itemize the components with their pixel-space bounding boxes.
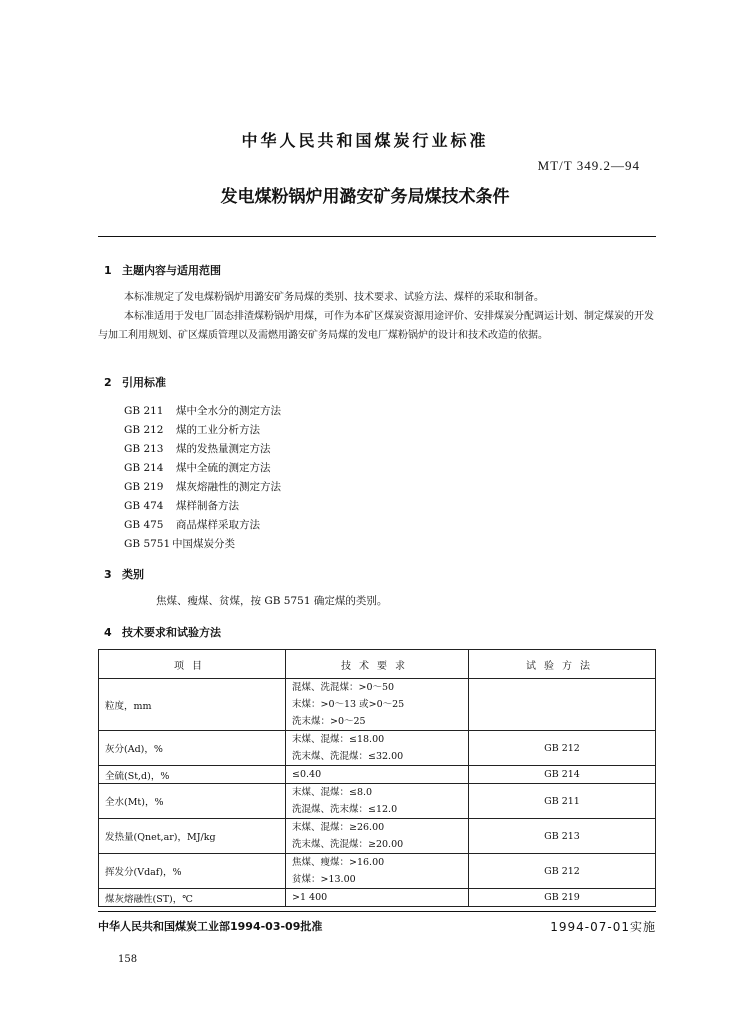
- effective-date: 1994-07-01实施: [550, 920, 656, 934]
- table-row: [99, 766, 656, 784]
- document-title: 发电煤粉锅炉用潞安矿务局煤技术条件: [220, 187, 510, 207]
- section-number: 2: [104, 376, 112, 389]
- reference-item: [124, 516, 281, 535]
- section-4-heading: [104, 624, 221, 640]
- reference-list: [124, 402, 281, 554]
- standard-code: MT/T 349.2—94: [537, 158, 640, 173]
- table-row: [99, 854, 656, 889]
- row-method: GB 212: [469, 854, 656, 889]
- requirement-line: 洗混煤、洗末煤：≤12.0: [292, 804, 398, 815]
- reference-name: 煤样制备方法: [176, 500, 239, 512]
- section-title: 类别: [122, 568, 144, 581]
- row-method: GB 213: [469, 819, 656, 854]
- row-item: 发热量(Qnet,ar)，MJ/kg: [99, 819, 286, 854]
- technical-requirements-table: [98, 649, 656, 907]
- section-number: 1: [104, 264, 112, 277]
- footer-divider: [98, 911, 656, 912]
- section-3-text: 焦煤、瘦煤、贫煤，按 GB 5751 确定煤的类别。: [156, 595, 388, 607]
- section-title: 技术要求和试验方法: [122, 626, 221, 639]
- table-header-row: [99, 650, 656, 679]
- row-item: 灰分(Ad)，%: [99, 731, 286, 766]
- requirement-line: 焦煤、瘦煤：>16.00: [292, 857, 385, 868]
- table-row: [99, 679, 656, 731]
- reference-item: [124, 535, 281, 554]
- reference-name: 中国煤炭分类: [172, 538, 235, 550]
- section-1-paragraph-2: 本标准适用于发电厂固态排渣煤粉锅炉用煤，可作为本矿区煤炭资源用途评价、安排煤炭分配调运计划、制定煤炭的开发与加工利用规划、矿区煤质管理以及需燃用潞安矿务局煤的发电厂煤粉锅炉的设计和技术改造的依据。: [98, 311, 654, 341]
- section-3-heading: [104, 566, 144, 582]
- requirement-line: 末煤、混煤：≤8.0: [292, 787, 373, 798]
- reference-code: GB 211: [124, 405, 164, 417]
- table-row: [99, 889, 656, 907]
- reference-code: GB 213: [124, 443, 164, 455]
- requirement-line: 贫煤：>13.00: [292, 874, 356, 885]
- reference-name: 煤灰熔融性的测定方法: [176, 481, 281, 493]
- section-1-paragraph-1: 本标准规定了发电煤粉锅炉用潞安矿务局煤的类别、技术要求、试验方法、煤样的采取和制备。: [124, 292, 544, 303]
- reference-code: GB 214: [124, 462, 164, 474]
- reference-item: [124, 421, 281, 440]
- reference-name: 煤中全水分的测定方法: [176, 405, 281, 417]
- section-title: 引用标准: [122, 376, 166, 389]
- row-requirements: [286, 854, 469, 889]
- row-method: GB 212: [469, 731, 656, 766]
- row-method: GB 214: [469, 766, 656, 784]
- reference-item: [124, 478, 281, 497]
- requirement-line: >1 400: [292, 892, 328, 903]
- requirement-line: 混煤、洗混煤：>0～50: [292, 682, 395, 693]
- reference-code: GB 212: [124, 424, 164, 436]
- row-item: 全硫(St,d)，%: [99, 766, 286, 784]
- column-header-requirement: 技术要求: [286, 650, 469, 679]
- requirement-line: ≤0.40: [292, 769, 322, 780]
- reference-item: [124, 459, 281, 478]
- section-title: 主题内容与适用范围: [122, 264, 221, 277]
- reference-item: [124, 497, 281, 516]
- table-row: [99, 731, 656, 766]
- column-header-item: 项目: [99, 650, 286, 679]
- row-item: 全水(Mt)，%: [99, 784, 286, 819]
- section-2-heading: [104, 374, 166, 390]
- section-number: 3: [104, 568, 112, 581]
- requirement-line: 洗末煤：>0～25: [292, 716, 366, 727]
- section-number: 4: [104, 626, 112, 639]
- row-requirements: [286, 889, 469, 907]
- requirement-line: 洗末煤、洗混煤：≥20.00: [292, 839, 404, 850]
- table-row: [99, 819, 656, 854]
- row-requirements: [286, 679, 469, 731]
- issuing-organization: 中华人民共和国煤炭行业标准: [241, 131, 489, 150]
- reference-name: 煤中全硫的测定方法: [176, 462, 271, 474]
- row-method: GB 211: [469, 784, 656, 819]
- header-divider: [98, 236, 656, 237]
- row-requirements: [286, 766, 469, 784]
- row-item: 粒度，mm: [99, 679, 286, 731]
- requirement-line: 洗末煤、洗混煤：≤32.00: [292, 751, 404, 762]
- reference-name: 煤的工业分析方法: [176, 424, 260, 436]
- row-requirements: [286, 784, 469, 819]
- table-row: [99, 784, 656, 819]
- row-requirements: [286, 819, 469, 854]
- row-method: GB 219: [469, 889, 656, 907]
- reference-code: GB 475: [124, 519, 164, 531]
- approval-line: 中华人民共和国煤炭工业部1994-03-09批准: [98, 920, 323, 933]
- reference-item: [124, 402, 281, 421]
- page-number: 158: [118, 954, 138, 965]
- requirement-line: 末煤、混煤：≥26.00: [292, 822, 385, 833]
- reference-code: GB 5751: [124, 538, 171, 550]
- reference-code: GB 474: [124, 500, 164, 512]
- section-1-heading: [104, 262, 221, 278]
- reference-name: 煤的发热量测定方法: [176, 443, 271, 455]
- row-item: 煤灰熔融性(ST)，℃: [99, 889, 286, 907]
- row-item: 挥发分(Vdaf)，%: [99, 854, 286, 889]
- requirement-line: 末煤、混煤：≤18.00: [292, 734, 385, 745]
- reference-item: [124, 440, 281, 459]
- reference-code: GB 219: [124, 481, 164, 493]
- reference-name: 商品煤样采取方法: [176, 519, 260, 531]
- row-method: [469, 679, 656, 731]
- row-requirements: [286, 731, 469, 766]
- column-header-method: 试验方法: [469, 650, 656, 679]
- requirement-line: 末煤：>0～13 或>0～25: [292, 699, 405, 710]
